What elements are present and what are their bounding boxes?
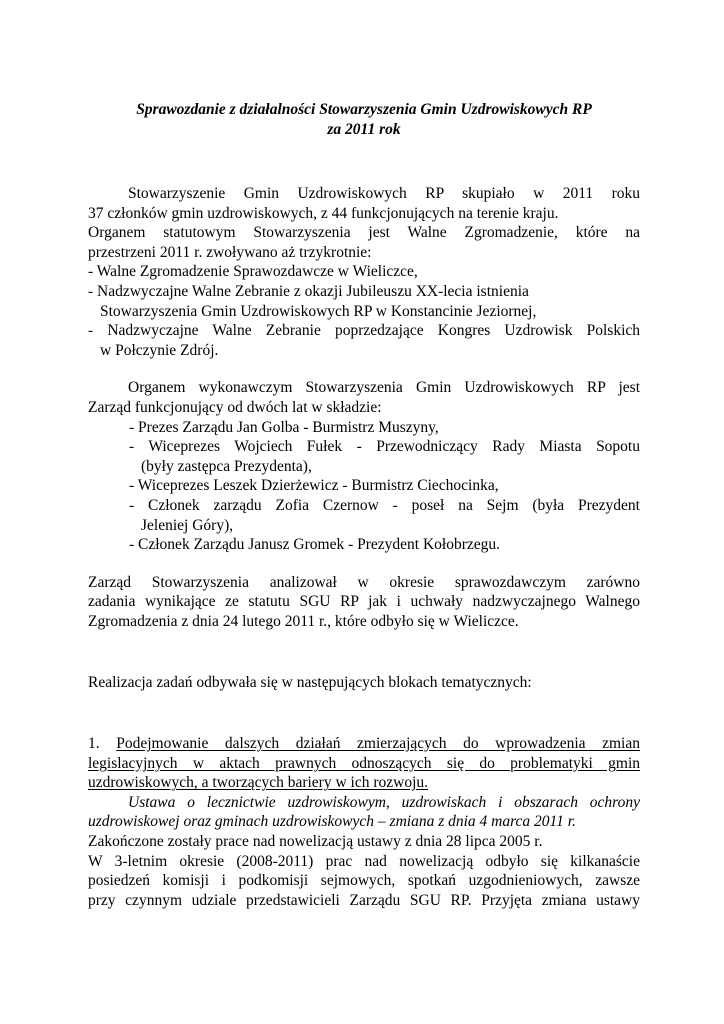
analysis-line-1: Zarząd Stowarzyszenia analizował w okresie sprawozdawczym zarówno: [88, 573, 640, 591]
intro-line-1: Stowarzyszenie Gmin Uzdrowiskowych RP skupiało w 2011 roku: [128, 185, 640, 202]
section-1-law-title-2: uzdrowiskowej oraz gminach uzdrowiskowych – zmiana z dnia 4 marca 2011 r.: [88, 813, 576, 831]
section-1-text-line: posiedzeń komisji i podkomisji sejmowych, spotkań uzgodnieniowych, zawsze: [88, 872, 640, 890]
intro-paragraph: [88, 184, 640, 360]
analysis-paragraph: [88, 573, 640, 632]
intro-list-item: - Walne Zgromadzenie Sprawozdawcze w Wieliczce,: [88, 263, 418, 281]
section-1-heading-line-1: [88, 734, 640, 754]
document-title: [88, 100, 640, 140]
section-1-heading-line-2: legislacyjnych w aktach prawnych odnoszących się do problematyki gmin: [88, 754, 640, 772]
analysis-line-3: Zgromadzenia z dnia 24 lutego 2011 r., które odbyło się w Wieliczce.: [88, 612, 519, 630]
board-line-1: Organem wykonawczym Stowarzyszenia Gmin Uzdrowiskowych RP jest: [128, 379, 640, 397]
board-line-2: Zarząd funkcjonujący od dwóch lat w składzie:: [88, 398, 382, 416]
intro-line-4: przestrzeni 2011 r. zwoływano aż trzykrotnie:: [88, 243, 372, 261]
board-member: - Wiceprezes Wojciech Fułek - Przewodniczący Rady Miasta Sopotu: [129, 438, 640, 456]
intro-list-item: - Nadzwyczajne Walne Zebranie poprzedzające Kongres Uzdrowisk Polskich: [88, 322, 640, 340]
board-member-cont: (były zastępca Prezydenta),: [141, 457, 312, 475]
section-1-text-line: W 3-letnim okresie (2008-2011) prac nad nowelizacją odbyło się kilkanaście: [88, 852, 640, 870]
analysis-line-2: zadania wynikające ze statutu SGU RP jak i uchwały nadzwyczajnego Walnego: [88, 593, 640, 611]
intro-line-2: 37 członków gmin uzdrowiskowych, z 44 funkcjonujących na terenie kraju.: [88, 204, 559, 222]
intro-line-3: Organem statutowym Stowarzyszenia jest Walne Zgromadzenie, które na: [88, 224, 640, 242]
title-line-2: za 2011 rok: [327, 121, 401, 138]
document-page: [88, 100, 640, 910]
intro-list-item-cont: Stowarzyszenia Gmin Uzdrowiskowych RP w Konstancinie Jeziornej,: [100, 302, 537, 320]
board-paragraph: [88, 378, 640, 554]
section-1: [88, 734, 640, 910]
board-member-cont: Jeleniej Góry),: [141, 516, 234, 534]
title-line-1: Sprawozdanie z działalności Stowarzyszenia Gmin Uzdrowiskowych RP: [136, 101, 592, 118]
board-member: - Prezes Zarządu Jan Golba - Burmistrz Muszyny,: [129, 418, 439, 436]
board-member: - Wiceprezes Leszek Dzierżewicz - Burmistrz Ciechocinka,: [129, 477, 499, 495]
board-member: - Członek zarządu Zofia Czernow - poseł na Sejm (była Prezydent: [129, 496, 640, 514]
board-member: - Członek Zarządu Janusz Gromek - Prezydent Kołobrzegu.: [129, 536, 501, 554]
section-1-text-line: Zakończone zostały prace nad nowelizacją ustawy z dnia 28 lipca 2005 r.: [88, 833, 543, 851]
section-1-text-line: przy czynnym udziale przedstawicieli Zarządu SGU RP. Przyjęta zmiana ustawy: [88, 891, 640, 909]
realization-line: Realizacja zadań odbywała się w następujących blokach tematycznych:: [88, 674, 532, 692]
intro-list-item-cont: w Połczynie Zdrój.: [100, 341, 219, 359]
section-1-heading-line-3: [88, 773, 640, 793]
section-1-number: 1.: [88, 735, 117, 753]
section-1-law-title-1: Ustawa o lecznictwie uzdrowiskowym, uzdrowiskach i obszarach ochrony: [128, 793, 640, 811]
section-1-heading-text: uzdrowiskowych, a tworzących bariery w ich rozwoju.: [88, 774, 429, 792]
intro-list-item: - Nadzwyczajne Walne Zebranie z okazji Jubileuszu XX-lecia istnienia: [88, 282, 529, 300]
section-1-heading-text: Podejmowanie dalszych działań zmierzających do wprowadzenia zmian: [116, 735, 640, 753]
